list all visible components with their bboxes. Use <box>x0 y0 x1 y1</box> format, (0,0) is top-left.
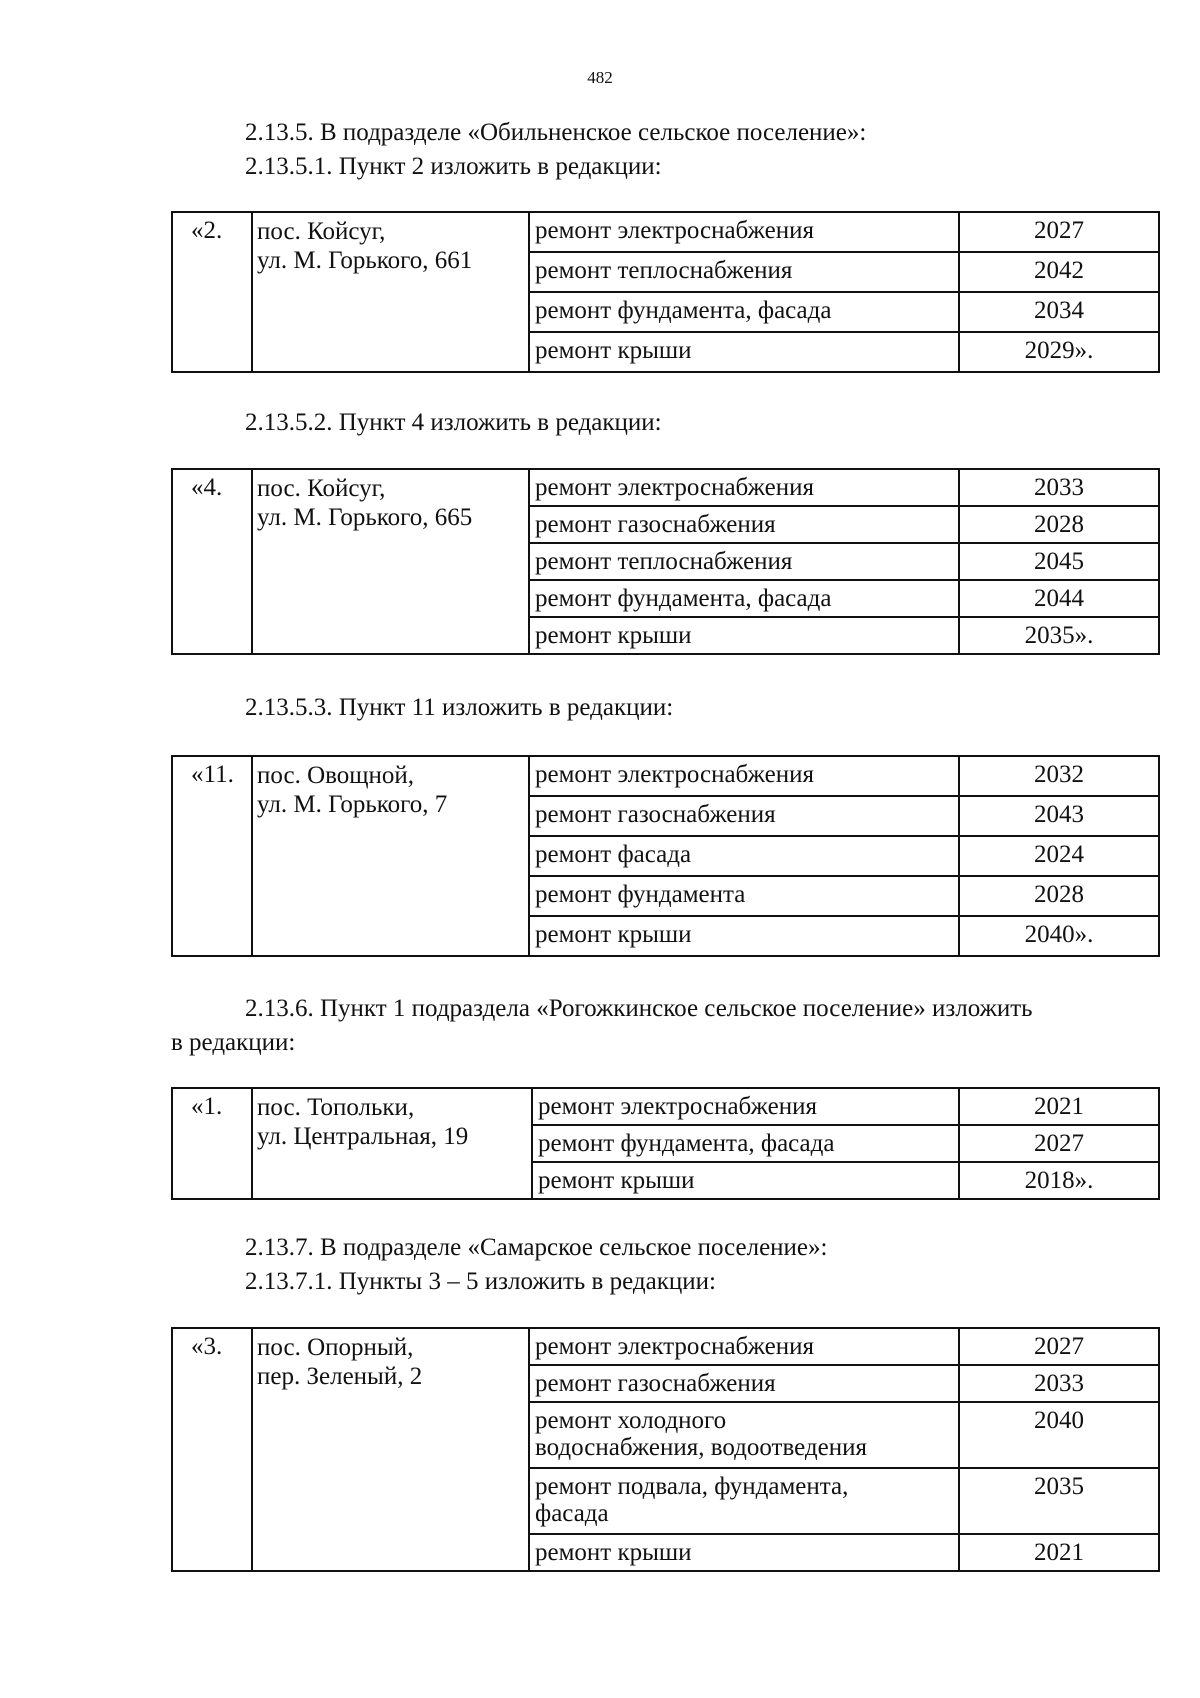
item-number: «4. <box>172 469 252 654</box>
year-cell: 2044 <box>959 580 1159 617</box>
table-item-2 <box>171 211 1160 373</box>
address-cell <box>252 212 529 372</box>
address-cell <box>252 469 529 654</box>
work-cell: ремонт электроснабжения <box>529 212 959 252</box>
year-cell: 2024 <box>959 836 1159 876</box>
work-line: ремонт холодного <box>535 1407 727 1434</box>
table-item-11 <box>171 755 1160 957</box>
work-cell: ремонт крыши <box>529 1534 959 1571</box>
year-cell: 2029». <box>959 332 1159 372</box>
work-cell: ремонт теплоснабжения <box>529 252 959 292</box>
year-cell: 2042 <box>959 252 1159 292</box>
address-line: пос. Опорный, <box>257 1334 414 1361</box>
paragraph-2-13-7: 2.13.7. В подразделе «Самарское сельское поселение»: <box>245 1234 828 1261</box>
address-line: ул. Центральная, 19 <box>257 1123 469 1150</box>
paragraph-2-13-5: 2.13.5. В подразделе «Обильненское сельское поселение»: <box>245 119 867 146</box>
year-cell: 2034 <box>959 292 1159 332</box>
paragraph-2-13-6-continued: в редакции: <box>171 1029 296 1056</box>
address-line: ул. М. Горького, 7 <box>257 791 448 818</box>
work-cell: ремонт крыши <box>529 332 959 372</box>
work-cell: ремонт газоснабжения <box>529 1365 959 1402</box>
work-cell: ремонт крыши <box>532 1162 959 1199</box>
address-line: пос. Топольки, <box>257 1094 415 1121</box>
work-cell: ремонт электроснабжения <box>529 1328 959 1365</box>
work-cell: ремонт электроснабжения <box>532 1088 959 1125</box>
address-line: ул. М. Горького, 665 <box>257 504 473 531</box>
work-cell: ремонт крыши <box>529 617 959 654</box>
address-line: пос. Овощной, <box>257 762 415 789</box>
year-cell: 2040». <box>959 916 1159 956</box>
address-line: пер. Зеленый, 2 <box>257 1363 423 1390</box>
year-cell: 2021 <box>959 1088 1159 1125</box>
year-cell: 2035 <box>959 1468 1159 1534</box>
table-item-1 <box>171 1087 1160 1200</box>
paragraph-2-13-7-1: 2.13.7.1. Пункты 3 – 5 изложить в редакции: <box>245 1268 716 1295</box>
work-cell: ремонт теплоснабжения <box>529 543 959 580</box>
year-cell: 2018». <box>959 1162 1159 1199</box>
item-number: «1. <box>172 1088 252 1199</box>
address-line: пос. Койсуг, <box>257 475 386 502</box>
year-cell: 2027 <box>959 1125 1159 1162</box>
address-line: ул. М. Горького, 661 <box>257 247 473 274</box>
paragraph-2-13-6: 2.13.6. Пункт 1 подраздела «Рогожкинское сельское поселение» изложить <box>245 995 1033 1022</box>
year-cell: 2027 <box>959 212 1159 252</box>
work-cell: ремонт электроснабжения <box>529 469 959 506</box>
work-line: ремонт подвала, фундамента, <box>535 1473 849 1500</box>
work-cell: ремонт фундамента, фасада <box>532 1125 959 1162</box>
work-cell: ремонт электроснабжения <box>529 756 959 796</box>
work-cell: ремонт крыши <box>529 916 959 956</box>
paragraph-2-13-5-1: 2.13.5.1. Пункт 2 изложить в редакции: <box>245 153 662 180</box>
address-cell <box>252 756 529 956</box>
table-item-4 <box>171 468 1160 655</box>
work-cell: ремонт фасада <box>529 836 959 876</box>
year-cell: 2035». <box>959 617 1159 654</box>
year-cell: 2040 <box>959 1402 1159 1468</box>
table-item-3 <box>171 1327 1160 1572</box>
year-cell: 2045 <box>959 543 1159 580</box>
item-number: «3. <box>172 1328 252 1571</box>
address-line: пос. Койсуг, <box>257 218 386 245</box>
year-cell: 2028 <box>959 506 1159 543</box>
item-number: «2. <box>172 212 252 372</box>
work-line: водоснабжения, водоотведения <box>535 1434 867 1461</box>
paragraph-2-13-5-3: 2.13.5.3. Пункт 11 изложить в редакции: <box>245 694 674 721</box>
year-cell: 2021 <box>959 1534 1159 1571</box>
work-cell: ремонт фундамента, фасада <box>529 292 959 332</box>
year-cell: 2033 <box>959 1365 1159 1402</box>
work-cell: ремонт газоснабжения <box>529 796 959 836</box>
year-cell: 2032 <box>959 756 1159 796</box>
year-cell: 2028 <box>959 876 1159 916</box>
page-number: 482 <box>587 68 613 87</box>
work-cell: ремонт фундамента <box>529 876 959 916</box>
work-cell <box>529 1468 959 1534</box>
work-cell: ремонт газоснабжения <box>529 506 959 543</box>
year-cell: 2027 <box>959 1328 1159 1365</box>
work-cell: ремонт фундамента, фасада <box>529 580 959 617</box>
work-cell <box>529 1402 959 1468</box>
paragraph-2-13-5-2: 2.13.5.2. Пункт 4 изложить в редакции: <box>245 409 662 436</box>
year-cell: 2043 <box>959 796 1159 836</box>
item-number: «11. <box>172 756 252 956</box>
year-cell: 2033 <box>959 469 1159 506</box>
address-cell <box>252 1328 529 1571</box>
address-cell <box>252 1088 532 1199</box>
work-line: фасада <box>535 1500 609 1527</box>
